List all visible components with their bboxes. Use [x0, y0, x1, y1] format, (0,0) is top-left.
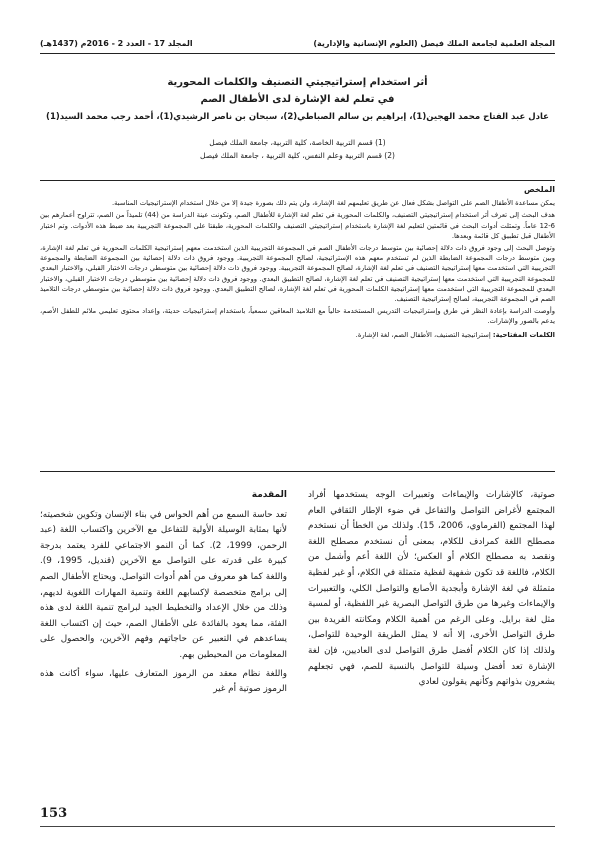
journal-name: المجلة العلمية لجامعة الملك فيصل (العلوم الإنسانية والإدارية)	[313, 38, 555, 48]
body-paragraph: واللغة نظام معقد من الرموز المتعارف عليها، سواء أكانت هذه الرموز صوتية أم غير	[40, 668, 287, 695]
left-column	[308, 488, 555, 798]
issue-info: المجلد 17 - العدد 2 - 2016م (1437هـ)	[40, 38, 193, 48]
running-header	[40, 36, 555, 50]
affiliations	[40, 136, 555, 162]
body-paragraph: صوتية، كالإشارات والإيماءات وتعبيرات الوجه يستخدمها أفراد المجتمع لأغراض التواصل والتفاعل في ضوء الإطار الثقافي العام لهذا المجتمع (القرماوي، 2006، 15). ولذلك من الخطأ أن نستخدم مصطلح اللغة كمرادف للكلام، بمعنى أن نستخدم مصطلح اللغة ونقصد به مصطلح الكلام أو العكس؛ لأن اللغة أعم وأشمل من الكلام، فاللغة قد تكون شفهية لفظية متمثلة في الكلام، أو غير لفظية متمثلة في لغة الإشارة وأبجدية الأصابع والتواصل الكلي، والتعبيرات والإيماءات وغيرها من طرق التواصل البصرية غير اللفظية، أو لمسية مثل لغة برايل. وعلى الرغم من أهمية الكلام ومكانته الفريدة بين طرق التواصل الأخرى، إلا أنه لا يمثل الطريقة الوحيدة للتواصل، ولذلك إذا كان الكلام أفضل طرق التواصل لدى العاديين، فإن لغة الإشارة تعد أفضل وسيلة للتواصل بالنسبة للصم، فهي تجعلهم يشعرون بذواتهم وكأنهم يقولون لعادي	[308, 490, 555, 688]
keywords-line	[40, 330, 555, 340]
body-paragraph: تعد حاسة السمع من أهم الحواس في بناء الإنسان وتكوين شخصيته؛ لأنها بمثابة الوسيلة الأولية للتفاعل مع الآخرين واكتساب اللغة (عبد الرحمن، 1999، 2). كما أن النمو الاجتماعي للفرد يعتمد بدرجة كبيرة على قدرته على التواصل مع الآخرين (قنديل، 1995، 9). واللغة كما هو معروف من أهم أدوات التواصل. ويحتاج الأطفال الصم إلى برامج متخصصة لإكسابهم اللغة وتنمية المهارات اللغوية لديهم، وذلك من خلال الإعداد والتخطيط الجيد لبرامج تنمية اللغة لدى هذه الفئة، مما يعود بالفائدة على الأطفال الصم، حيث إن اكتساب اللغة يساعدهم في التعبير عن حاجاتهم وفهم الآخرين، والحصول على المعلومات من المحيطين بهم.	[40, 509, 287, 660]
page-number: 153	[40, 806, 68, 821]
keywords-text: إستراتيجية التصنيف، الأطفال الصم، لغة الإشارة.	[355, 330, 491, 339]
abstract-box	[40, 180, 555, 472]
right-column	[40, 488, 287, 798]
abstract-paragraph: يمكن مساعدة الأطفال الصم على التواصل بشكل فعال عن طريق تعليمهم لغة الإشارة، ولن يتم ذلك بصورة جيدة إلا من خلال استخدام الإستراتيجيات المناسبة.	[111, 199, 555, 208]
article-title	[60, 74, 535, 108]
abstract-paragraph: وأوصت الدراسة بإعادة النظر في طرق وإستراتيجيات التدريس المستخدمة حالياً مع التلاميذ المعاقين سمعياً، باستخدام إستراتيجيات حديثة، وإعداد محتوى تعليمي ملائم للطفل الأصم، يدعم بالصور والإشارات.	[40, 307, 555, 326]
footer-rule	[40, 826, 555, 827]
body-columns	[40, 488, 555, 798]
affiliation-1: (1) قسم التربية الخاصة، كلية التربية، جامعة الملك فيصل	[209, 138, 386, 147]
abstract-heading: الملخص	[523, 185, 555, 194]
abstract-paragraph: هدف البحث إلى تعرف أثر استخدام إستراتيجيتي التصنيف، والكلمات المحورية في تعلم لغة الإشارة للأطفال الصم، وتكونت عينة الدراسة من (44) تلميذاً من الصم، تتراوح أعمارهم بين 6-12 عاماً. وتمثلت أدوات البحث في قائمتين لتعليم لغة الإشارة باستخدام إستراتيجيتي التصنيف والكلمات المحورية، طبقتا على المجموعة التجريبية بعد ضبط هذه الأدوات. وتم اختبار الأطفال قبل تطبيق كل قائمة وبعدها.	[40, 211, 555, 240]
abstract-paragraph: وتوصل البحث إلى وجود فروق ذات دلالة إحصائية بين متوسط درجات الأطفال الصم في المجموعة التجريبية الذين استخدمت معهم إستراتيجية الكلمات المحورية في تعلم لغة الإشارة، وبين متوسط درجات المجموعة الضابطة الذين لم تستخدم معهم هذه الإستراتيجية، لصالح المجموعة التجريبية. ووجود فروق ذات دلالة إحصائية بين المجموعة الضابطة والمجموعة التجريبية التي استخدمت معها إستراتيجية التصنيف في تعلم لغة الإشارة، لصالح المجموعة التجريبية. ووجود فروق ذات دلالة إحصائية بين متوسطي درجات الاختبار القبلي، والاختبار البعدي للمجموعة التجريبية التي استخدمت معها إستراتيجية التصنيف في تعلم لغة الإشارة، لصالح التطبيق البعدي. ووجود فروق ذات دلالة إحصائية بين متوسطي درجات الاختبار القبلي، والاختبار البعدي للمجموعة التجريبية التي استخدمت معها إستراتيجية الكلمات المحورية في تعلم لغة الإشارة، لصالح التطبيق البعدي. ووجود فروق ذات دلالة إحصائية بين متوسطي درجات التلاميذ الصم في المجموعة التجريبية، لصالح إستراتيجية التصنيف.	[40, 244, 555, 304]
title-line-1: أثر استخدام إستراتيجيتي التصنيف والكلمات المحورية	[167, 77, 428, 88]
author-list: عادل عبد الفتاح محمد الهجين(1)، إبراهيم بن سالم الصباطي(2)، سبحان بن ناصر الرشيدي(1)، أحمد رجب محمد السيد(1)	[46, 112, 549, 122]
section-heading-introduction: المقدمة	[251, 490, 287, 500]
header-rule	[40, 53, 555, 54]
title-line-2: في تعلم لغة الإشارة لدى الأطفال الصم	[200, 94, 395, 105]
keywords-label: الكلمات المفتاحية:	[492, 330, 555, 339]
affiliation-2: (2) قسم التربية وعلم النفس، كلية التربية ، جامعة الملك فيصل	[200, 151, 395, 160]
